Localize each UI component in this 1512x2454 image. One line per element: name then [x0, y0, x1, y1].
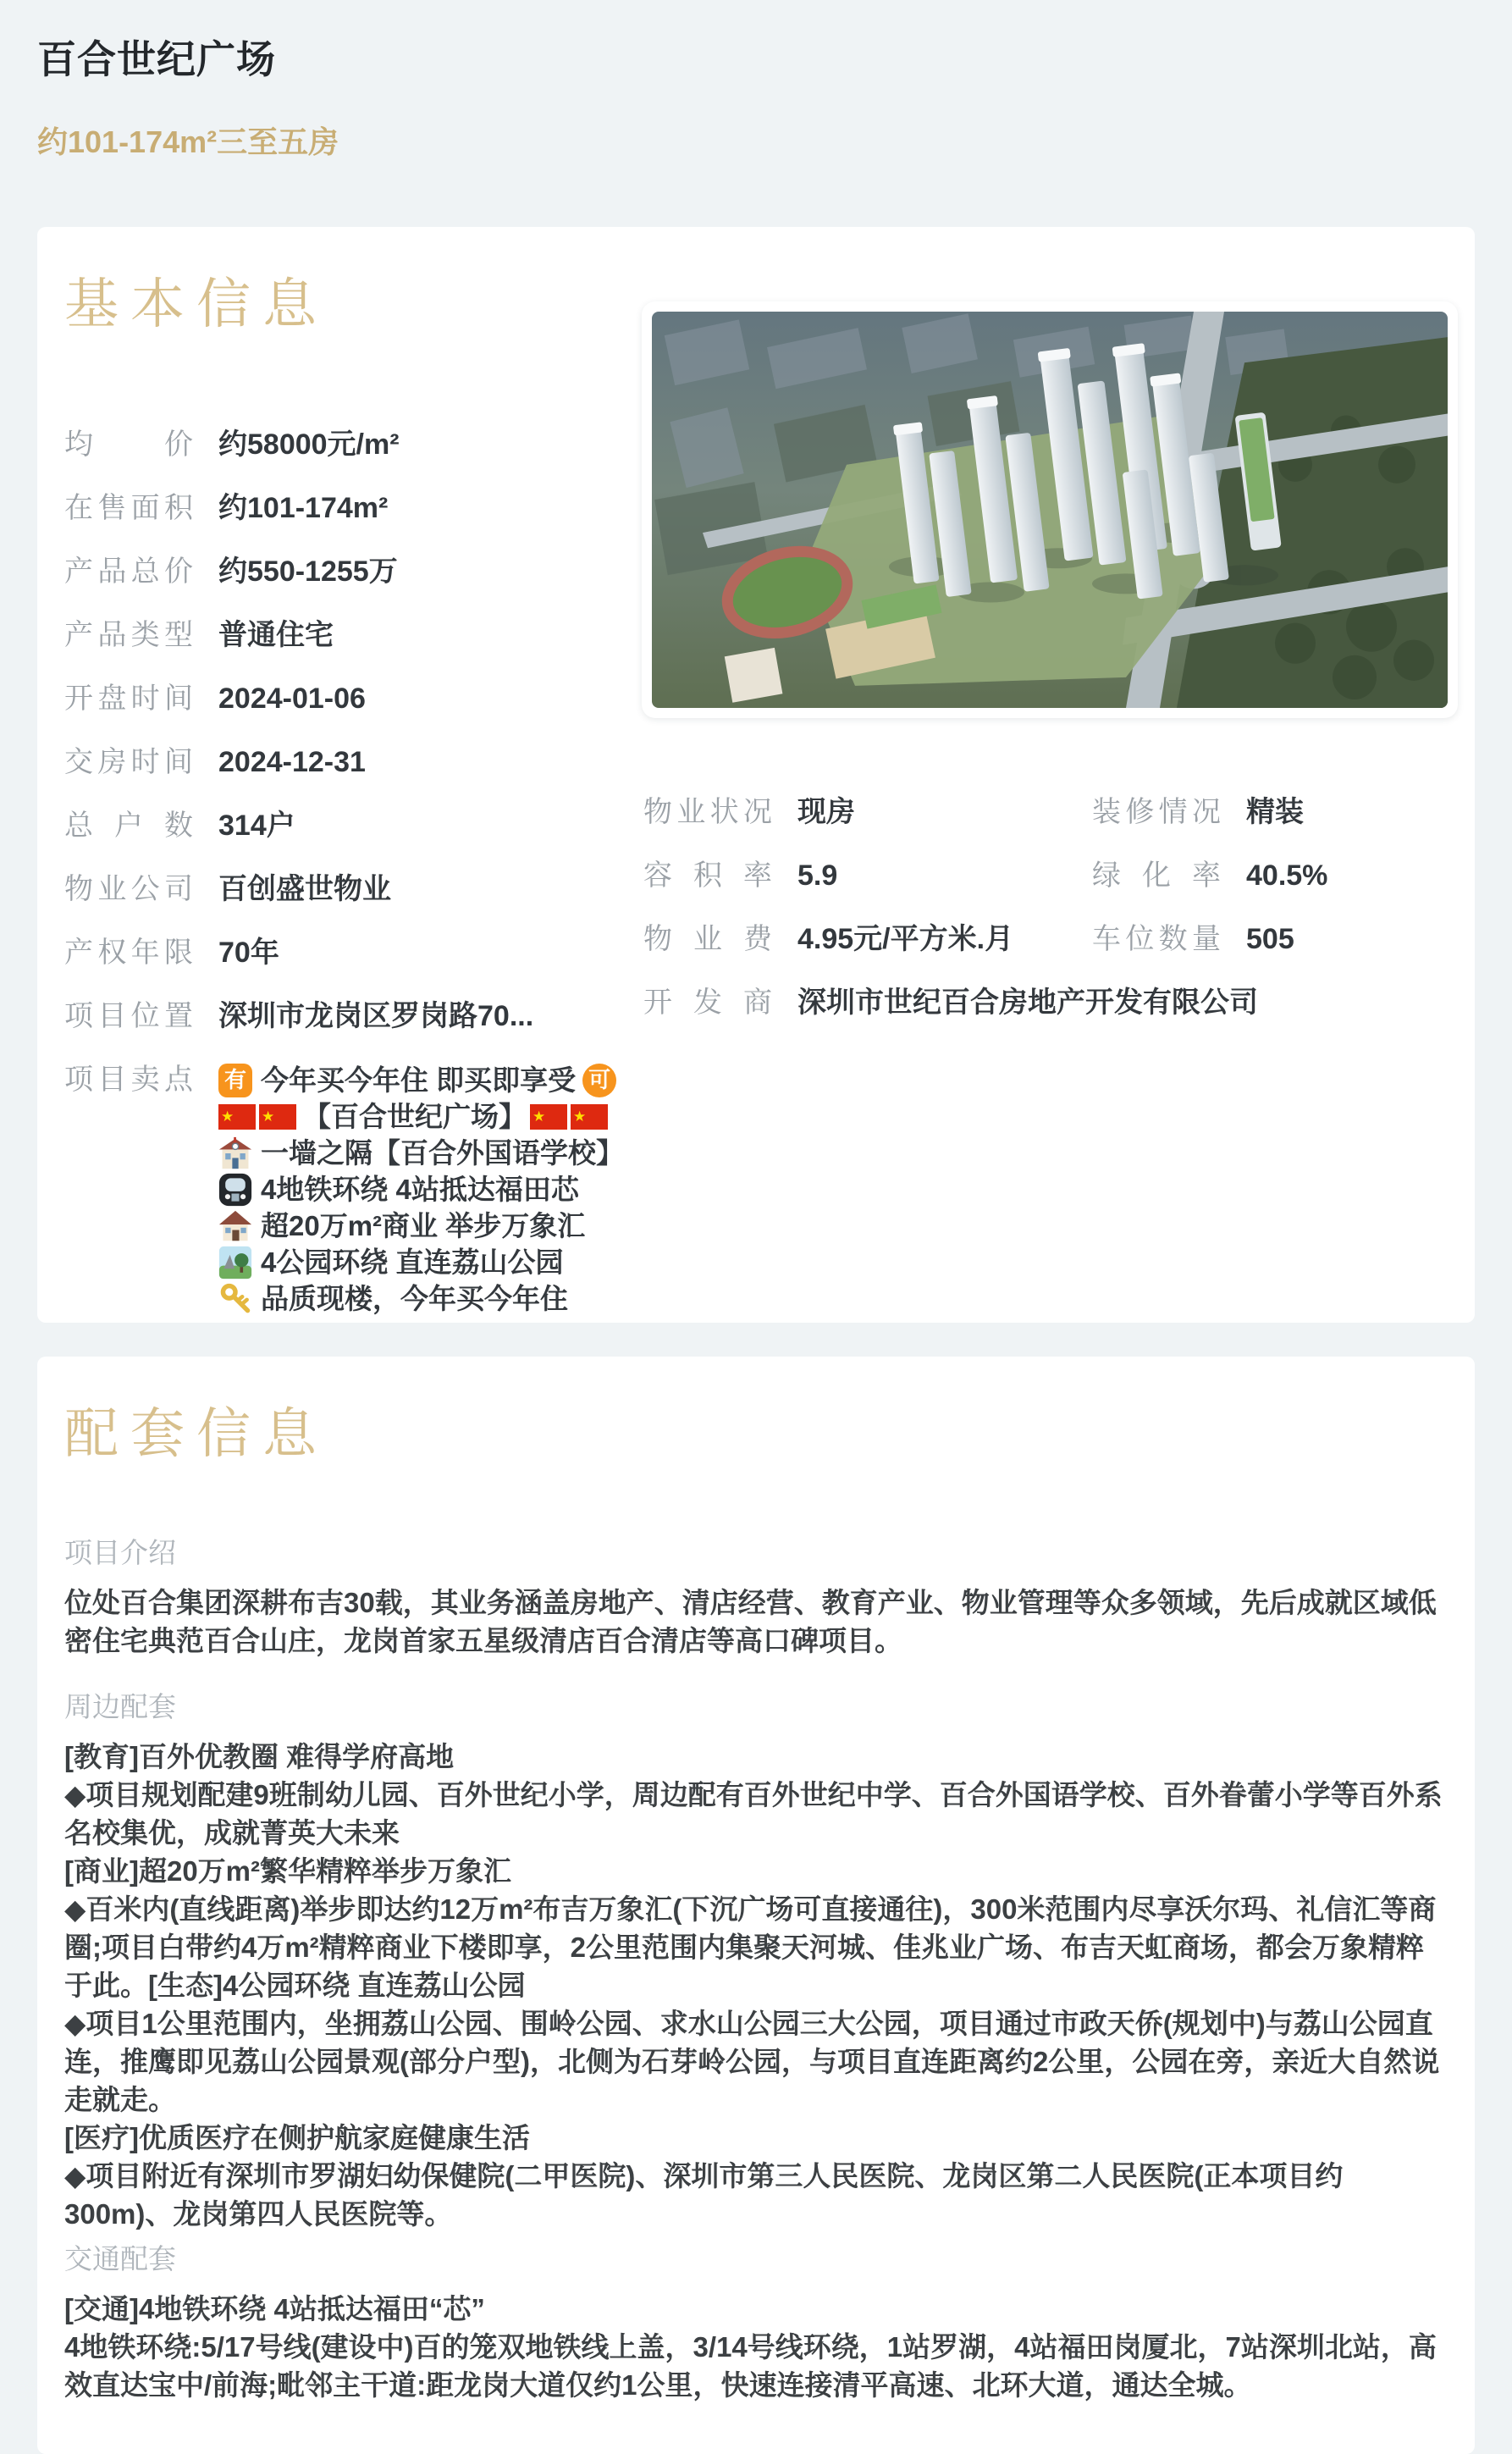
page-title: 百合世纪广场 [37, 37, 276, 81]
info-label: 在售面积 [64, 492, 193, 524]
info-value: 约101-174m² [218, 492, 389, 524]
info-row-plot-green [643, 858, 1458, 894]
china-flag-icon: ★ [259, 1104, 296, 1130]
facilities-surrounding-block [64, 1738, 1448, 2233]
info-value: 2024-01-06 [218, 683, 366, 715]
china-flag-icon: ★ [218, 1104, 256, 1130]
info-row-status-decoration [643, 794, 1458, 831]
info-row-area [64, 490, 633, 527]
page-subtitle: 约101-174m²三至五房 [37, 124, 339, 159]
info-label: 物业公司 [64, 873, 193, 905]
info-value: 普通住宅 [218, 619, 334, 651]
selling-point-line [218, 1098, 627, 1135]
info-row-delivery-date [64, 744, 633, 781]
info-row-selling-points [64, 1062, 633, 1317]
info-row-fee-parking [643, 921, 1458, 958]
facilities-section-title: 配套信息 [64, 1403, 328, 1464]
info-label: 产权年限 [64, 937, 193, 969]
selling-point-text: 【百合世纪广场】 [303, 1101, 527, 1132]
traffic-line: [交通]4地铁环绕 4站抵达福田“芯” [64, 2293, 485, 2324]
facilities-intro-text: 位处百合集团深耕布吉30载，其业务涵盖房地产、清店经营、教育产业、物业管理等众多领域，先后成就区域低密住宅典范百合山庄，龙岗首家五星级清店百合清店等高口碑项目。 [64, 1587, 1437, 1656]
info-label: 容积率 [643, 859, 772, 892]
info-label: 物业费 [643, 923, 772, 955]
surrounding-line: [商业]超20万m²繁华精粹举步万象汇 [64, 1855, 512, 1887]
selling-point-line [218, 1208, 627, 1244]
selling-point-line [218, 1280, 627, 1317]
info-value: 深圳市世纪百合房地产开发有限公司 [797, 987, 1258, 1019]
info-value: 5.9 [797, 859, 838, 892]
info-row-open-date [64, 681, 633, 717]
facilities-traffic-block [64, 2290, 1448, 2404]
basic-info-card [37, 227, 1475, 1323]
info-label: 均价 [64, 428, 193, 461]
surrounding-line: [教育]百外优教圈 难得学府高地 [64, 1741, 455, 1772]
info-value: 百创盛世物业 [218, 873, 391, 905]
metro-icon [218, 1173, 252, 1207]
info-label: 总户数 [64, 810, 193, 842]
facilities-surrounding-heading: 周边配套 [64, 1691, 176, 1722]
surrounding-line: ◆项目附近有深圳市罗湖妇幼保健院(二甲医院)、深圳市第三人民医院、龙岗区第二人民医院(正本项目约300m)、龙岗第四人民医院等。 [64, 2160, 1344, 2230]
info-row-location [64, 998, 633, 1035]
info-label: 产品总价 [64, 555, 193, 588]
info-label: 交房时间 [64, 746, 193, 778]
park-icon [218, 1246, 252, 1280]
china-flag-icon: ★ [571, 1104, 608, 1130]
selling-points-list [218, 1062, 627, 1317]
selling-point-text: 一墙之隔【百合外国语学校】 [261, 1137, 624, 1169]
surrounding-line: [医疗]优质医疗在侧护航家庭健康生活 [64, 2122, 530, 2153]
info-label: 项目位置 [64, 1000, 193, 1032]
surrounding-line: ◆项目规划配建9班制幼儿园、百外世纪小学，周边配有百外世纪中学、百合外国语学校、百外眷蕾小学等百外系名校集优，成就菁英大未来 [64, 1779, 1443, 1849]
info-value: 40.5% [1246, 859, 1328, 892]
info-value: 70年 [218, 937, 279, 969]
basic-info-right-grid [643, 794, 1458, 1048]
info-row-tenure [64, 935, 633, 971]
info-row-property-company [64, 871, 633, 908]
info-row-households [64, 808, 633, 844]
you-badge-icon: 有 [218, 1064, 252, 1097]
info-value: 314户 [218, 810, 295, 842]
info-value: 505 [1246, 923, 1294, 955]
basic-info-section-title: 基本信息 [64, 274, 328, 334]
house-icon [218, 1209, 252, 1243]
info-label: 项目卖点 [64, 1064, 193, 1096]
key-icon [218, 1282, 252, 1316]
property-aerial-image[interactable] [642, 301, 1458, 718]
info-row-product-type [64, 617, 633, 654]
facilities-card [37, 1357, 1475, 2454]
info-label: 开发商 [643, 987, 772, 1019]
info-label: 开盘时间 [64, 683, 193, 715]
facilities-traffic-heading: 交通配套 [64, 2243, 176, 2274]
info-value: 深圳市龙岗区罗岗路70... [218, 1000, 534, 1032]
selling-point-text: 超20万m²商业 举步万象汇 [261, 1210, 586, 1241]
info-label: 物业状况 [643, 796, 772, 828]
china-flag-icon: ★ [530, 1104, 567, 1130]
selling-point-line [218, 1062, 627, 1098]
info-row-avg-price [64, 427, 633, 463]
basic-info-left-list [64, 427, 633, 1317]
info-value: 4.95元/平方米.月 [797, 923, 1014, 955]
selling-point-text: 品质现楼，今年买今年住 [261, 1283, 568, 1314]
info-label: 绿化率 [1092, 859, 1221, 892]
selling-point-line [218, 1171, 627, 1208]
school-icon [218, 1136, 252, 1170]
info-label: 产品类型 [64, 619, 193, 651]
info-value: 约550-1255万 [218, 555, 398, 588]
facilities-intro-heading: 项目介绍 [64, 1537, 176, 1568]
info-row-total-price [64, 554, 633, 590]
page-header [37, 29, 339, 162]
info-label: 车位数量 [1092, 923, 1221, 955]
info-row-developer [643, 985, 1458, 1021]
selling-point-text: 4公园环绕 直连荔山公园 [261, 1246, 564, 1278]
info-label: 装修情况 [1092, 796, 1221, 828]
surrounding-line: ◆项目1公里范围内，坐拥荔山公园、围岭公园、求水山公园三大公园，项目通过市政天侨(规划中)与荔山公园直连，推鹰即见荔山公园景观(部分户型)，北侧为石芽岭公园，与项目直连距离约2公里，公园在旁，亲近大自然说走就走。 [64, 2008, 1440, 2115]
selling-point-text: 今年买今年住 即买即享受 [261, 1064, 577, 1096]
ke-badge-icon: 可 [582, 1064, 616, 1097]
info-value: 精装 [1246, 796, 1304, 828]
selling-point-line [218, 1135, 627, 1171]
selling-point-text: 4地铁环绕 4站抵达福田芯 [261, 1174, 579, 1205]
aerial-render-svg [652, 312, 1448, 708]
info-value: 现房 [797, 796, 855, 828]
info-value: 约58000元/m² [218, 428, 400, 461]
traffic-line: 4地铁环绕:5/17号线(建设中)百的笼双地铁线上盖，3/14号线环绕，1站罗湖，4站福田岗厦北，7站深圳北站，高效直达宝中/前海;毗邻主干道:距龙岗大道仅约1公里，快速连接清平高速、北环大道，通达全城。 [64, 2331, 1437, 2401]
surrounding-line: ◆百米内(直线距离)举步即达约12万m²布吉万象汇(下沉广场可直接通往)，300米范围内尽享沃尔玛、礼信汇等商圈;项目白带约4万m²精粹商业下楼即享，2公里范围内集聚天河城、佳兆业广场、布吉天虹商场，都会万象精粹于此。[生态]4公园环绕 直连荔山公园 [64, 1893, 1437, 2001]
info-value: 2024-12-31 [218, 746, 366, 778]
selling-point-line [218, 1244, 627, 1280]
